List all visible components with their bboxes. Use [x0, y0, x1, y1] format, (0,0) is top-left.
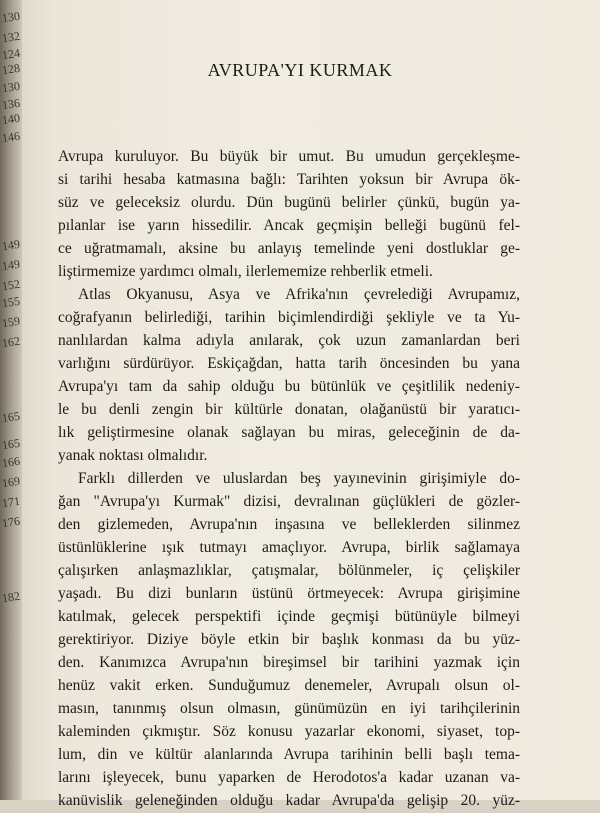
margin-number: 169: [1, 473, 21, 491]
text-line: le bu denli zengin bir kültürle donatan, olağanüstü bir yaratıcı-: [58, 401, 520, 418]
margin-number: 130: [1, 78, 21, 96]
text-line: masın, tanınmış olsun olmasın, günümüzün en iyi tarihçilerinin: [58, 700, 520, 717]
text-line: Avrupa kuruluyor. Bu büyük bir umut. Bu umudun gerçekleşme-: [58, 148, 520, 165]
text-line: kanüvislik geleneğinden olduğu kadar Avrupa'da gelişip 20. yüz-: [58, 792, 520, 809]
margin-number: 176: [1, 513, 21, 531]
margin-number: 182: [1, 588, 21, 606]
text-line: Avrupa'yı tam da sahip olduğu bu bütünlük ve çeşitlilik nedeniy-: [58, 378, 520, 395]
text-line: den gizlemeden, Avrupa'nın inşasına ve belleklerden silinmez: [58, 516, 520, 533]
page-title: AVRUPA'YI KURMAK: [207, 60, 393, 80]
text-line: nanlılardan kalma adıyla anılarak, çok uzun zamanlardan beri: [58, 332, 520, 349]
text-line: henüz vakit erken. Sunduğumuz denemeler, Avrupalı olsun ol-: [58, 677, 520, 694]
text-line: ce uğratmamalı, aksine bu anlayış temelinde yeni dostluklar ge-: [58, 240, 520, 257]
text-line: larını işleyecek, bunu yaparken de Herodotos'a kadar uzanan va-: [58, 769, 520, 786]
text-line: gerektiriyor. Diziye böyle etkin bir başlık konması da bu yüz-: [58, 631, 520, 648]
text-line: liştirmemize yardımcı olmalı, ilerlememize rehberlik etmeli.: [58, 263, 433, 280]
margin-number: 155: [1, 293, 21, 311]
text-line: Farklı dillerden ve uluslardan beş yayınevinin girişimiyle do-: [78, 470, 520, 487]
text-line: yaşadı. Bu dizi bunların üstünü örtmeyecek: Avrupa girişimine: [58, 585, 520, 602]
text-line: yanak noktası olmalıdır.: [58, 447, 208, 464]
text-line: çalışırken anlaşmazlıklar, çatışmalar, bölünmeler, iç çelişkiler: [58, 562, 520, 579]
margin-number: 136: [1, 95, 21, 113]
text-line: pılanlar ise yarın hissedilir. Ancak geçmişin belleği bugünü fel-: [58, 217, 520, 234]
margin-number: 140: [1, 110, 21, 128]
margin-number: 171: [1, 493, 21, 511]
margin-number: 165: [1, 408, 21, 426]
margin-number: 124: [1, 45, 21, 63]
text-line: üstünlüklerine ışık tutmayı amaçlıyor. Avrupa, birlik sağlamaya: [58, 539, 520, 556]
margin-number: 132: [1, 28, 21, 46]
margin-number: 128: [1, 60, 21, 78]
margin-number: 159: [1, 313, 21, 331]
text-line: den. Kanımızca Avrupa'nın bireşimsel bir tarihini yazmak için: [58, 654, 520, 671]
text-line: lık geliştirmesine olanak sağlayan bu miras, geleceğinin de da-: [58, 424, 520, 441]
text-line: katılmak, gelecek perspektifi içinde geçmişi bütünüyle bilmeyi: [58, 608, 520, 625]
margin-number: 152: [1, 276, 21, 294]
margin-number: 166: [1, 453, 21, 471]
margin-number: 162: [1, 333, 21, 351]
text-line: ğan "Avrupa'yı Kurmak" dizisi, devralınan güçlükleri de gözler-: [58, 493, 520, 510]
text-line: kaleminden çıkmıştır. Söz konusu yazarlar ekonomi, siyaset, top-: [58, 723, 520, 740]
text-line: Atlas Okyanusu, Asya ve Afrika'nın çevrelediği Avrupamız,: [78, 286, 520, 303]
text-line: coğrafyanın belirlediği, tarihin biçimlendirdiği şekliyle ve ta Yu-: [58, 309, 520, 326]
text-line: lum, din ve kültür alanlarında Avrupa tarihinin belli başlı tema-: [58, 746, 520, 763]
text-line: süz ve geleceksiz olurdu. Dün bugünü belirler çünkü, bugün ya-: [58, 194, 520, 211]
text-line: varlığını sürdürüyor. Eskiçağdan, hatta tarih öncesinden bu yana: [58, 355, 520, 372]
text-line: si tarihi hesaba katmasına bağlı: Tarihten yoksun bir Avrupa ök-: [58, 171, 520, 188]
book-gutter: [0, 0, 22, 800]
margin-number: 146: [1, 128, 21, 146]
margin-number: 149: [1, 256, 21, 274]
margin-number: 165: [1, 435, 21, 453]
margin-number: 149: [1, 236, 21, 254]
margin-number: 130: [1, 8, 21, 26]
